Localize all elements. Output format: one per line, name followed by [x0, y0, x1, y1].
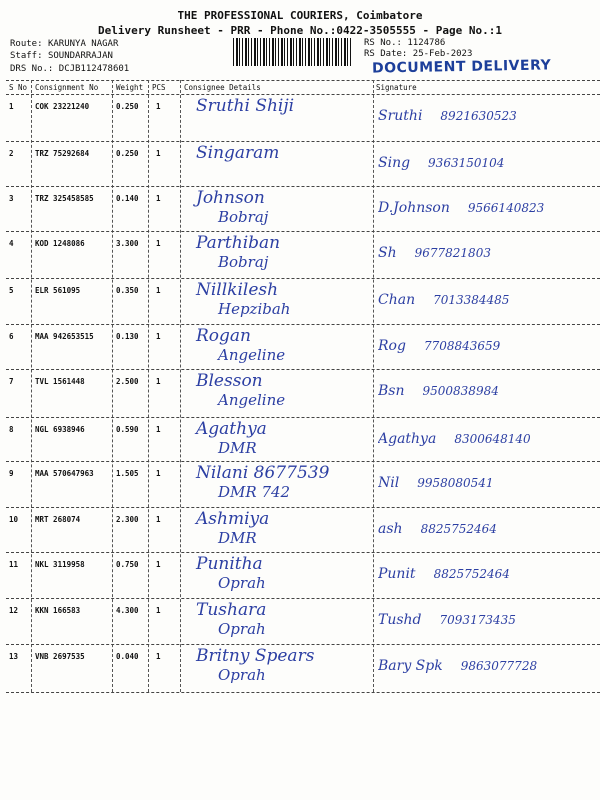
route-value: KARUNYA NAGAR [47, 39, 119, 49]
signature-scrawl: Rog [378, 338, 406, 354]
barcode [233, 38, 353, 66]
row-weight: 3.300 [116, 239, 139, 248]
col-header-consignment: Consignment No [35, 83, 99, 92]
signature-scrawl: ash [378, 521, 403, 537]
consignee-name: Agathya [196, 419, 267, 439]
route-line [10, 39, 118, 49]
row-weight: 0.140 [116, 194, 139, 203]
receiver-phone: 9363150104 [428, 156, 505, 170]
row-separator [6, 141, 600, 142]
header-bottom-rule [6, 94, 600, 95]
signature-entry [378, 612, 596, 628]
row-weight: 0.250 [116, 102, 139, 111]
row-consignment-no: TRZ 75292684 [35, 149, 90, 158]
receiver-phone: 8300648140 [454, 432, 531, 446]
signature-scrawl: Tushd [378, 612, 422, 628]
drs-line [10, 64, 129, 74]
row-separator [6, 461, 600, 462]
row-pcs: 1 [156, 606, 161, 615]
rs-no-line [364, 38, 445, 48]
rs-date-line [364, 49, 472, 59]
signature-scrawl: D.Johnson [378, 200, 450, 216]
row-pcs: 1 [156, 102, 161, 111]
signature-scrawl: Sh [378, 245, 397, 261]
row-separator [6, 324, 600, 325]
row-sno: 5 [9, 286, 14, 295]
staff-label: Staff: [10, 51, 43, 61]
row-consignment-no: KKN 166583 [35, 606, 81, 615]
row-separator [6, 186, 600, 187]
row-sno: 9 [9, 469, 14, 478]
row-consignment-no: MRT 268074 [35, 515, 81, 524]
receiver-phone: 9566140823 [467, 201, 545, 215]
row-consignment-no: MAA 942653515 [35, 332, 94, 341]
row-separator [6, 417, 600, 418]
signature-scrawl: Nil [378, 475, 400, 491]
signature-entry [378, 431, 596, 447]
row-weight: 2.500 [116, 377, 139, 386]
drs-label: DRS No.: [10, 64, 54, 74]
row-sno: 10 [9, 515, 19, 524]
row-consignment-no: TVL 1561448 [35, 377, 85, 386]
receiver-phone: 7093173435 [439, 613, 516, 627]
row-pcs: 1 [156, 425, 161, 434]
consignee-sub: Oprah [218, 666, 266, 684]
row-separator [6, 552, 600, 553]
consignee-sub: Angeline [218, 391, 286, 409]
receiver-phone: 8825752464 [420, 522, 497, 536]
row-weight: 2.300 [116, 515, 139, 524]
consignee-sub: DMR [218, 529, 257, 547]
table-top-rule [6, 80, 600, 81]
row-pcs: 1 [156, 377, 161, 386]
row-pcs: 1 [156, 239, 161, 248]
staff-line [10, 51, 113, 61]
row-consignment-no: VNB 2697535 [35, 652, 85, 661]
signature-entry [378, 155, 596, 171]
row-pcs: 1 [156, 286, 161, 295]
signature-entry [378, 566, 596, 582]
row-separator [6, 692, 600, 693]
row-separator [6, 507, 600, 508]
row-consignment-no: KOD 1248086 [35, 239, 85, 248]
row-sno: 8 [9, 425, 14, 434]
col-divider [112, 80, 113, 692]
consignee-name: Punitha [196, 554, 263, 574]
row-pcs: 1 [156, 515, 161, 524]
row-weight: 0.250 [116, 149, 139, 158]
rs-no-value: 1124786 [407, 38, 446, 48]
col-header-sno: S No [9, 83, 28, 92]
rs-date-value: 25-Feb-2023 [412, 49, 473, 59]
consignee-sub: Angeline [218, 346, 286, 364]
consignee-name: Johnson [196, 188, 265, 208]
row-sno: 3 [9, 194, 14, 203]
signature-scrawl: Agathya [378, 431, 437, 447]
row-weight: 0.350 [116, 286, 139, 295]
consignee-name: Tushara [196, 600, 267, 620]
row-weight: 4.300 [116, 606, 139, 615]
row-weight: 0.040 [116, 652, 139, 661]
consignee-name: Sruthi Shiji [196, 96, 295, 116]
receiver-phone: 9677821803 [414, 246, 491, 260]
signature-scrawl: Bsn [378, 383, 405, 399]
row-pcs: 1 [156, 469, 161, 478]
row-separator [6, 598, 600, 599]
row-consignment-no: COK 23221240 [35, 102, 90, 111]
row-pcs: 1 [156, 194, 161, 203]
consignee-name: Blesson [196, 371, 263, 391]
row-sno: 11 [9, 560, 19, 569]
consignee-name: Nilani 8677539 [196, 463, 330, 483]
company-title: THE PROFESSIONAL COURIERS, Coimbatore [177, 9, 423, 22]
consignee-sub: Bobraj [218, 253, 269, 271]
signature-entry [378, 658, 596, 674]
receiver-phone: 9500838984 [422, 384, 499, 398]
row-sno: 12 [9, 606, 19, 615]
signature-entry [378, 292, 596, 308]
runsheet-subtitle: Delivery Runsheet - PRR - Phone No.:0422-3505555 - Page No.:1 [98, 24, 502, 37]
row-pcs: 1 [156, 149, 161, 158]
col-divider [180, 80, 181, 692]
signature-scrawl: Sing [378, 155, 411, 171]
receiver-phone: 9863077728 [460, 659, 538, 673]
row-sno: 13 [9, 652, 19, 661]
signature-entry [378, 521, 596, 537]
receiver-phone: 9958080541 [417, 476, 494, 490]
receiver-phone: 8921630523 [440, 109, 517, 123]
row-separator [6, 644, 600, 645]
consignee-name: Rogan [196, 326, 252, 346]
signature-entry [378, 108, 596, 124]
signature-entry [378, 245, 596, 261]
consignee-name: Britny Spears [196, 646, 315, 666]
signature-scrawl: Punit [378, 566, 416, 582]
col-header-consignee: Consignee Details [184, 83, 261, 92]
col-header-pcs: PCS [152, 83, 166, 92]
row-sno: 6 [9, 332, 14, 341]
row-weight: 0.750 [116, 560, 139, 569]
row-separator [6, 231, 600, 232]
col-divider [373, 80, 374, 692]
row-separator [6, 369, 600, 370]
signature-scrawl: Chan [378, 292, 416, 308]
col-divider [31, 80, 32, 692]
signature-scrawl: Sruthi [378, 108, 423, 124]
rs-date-label: RS Date: [364, 49, 408, 59]
drs-value: DCJB112478601 [58, 64, 130, 74]
col-divider [148, 80, 149, 692]
receiver-phone: 7708843659 [423, 339, 501, 353]
document-delivery-stamp: DOCUMENT DELIVERY [371, 57, 552, 77]
row-consignment-no: TRZ 325458585 [35, 194, 94, 203]
signature-entry [378, 475, 596, 491]
col-header-signature: Signature [376, 83, 417, 92]
row-sno: 4 [9, 239, 14, 248]
consignee-name: Nillkilesh [196, 280, 279, 300]
row-consignment-no: NKL 3119958 [35, 560, 85, 569]
rs-no-label: RS No.: [364, 38, 402, 48]
row-pcs: 1 [156, 652, 161, 661]
consignee-sub: Oprah [218, 574, 266, 592]
row-separator [6, 278, 600, 279]
row-pcs: 1 [156, 560, 161, 569]
receiver-phone: 7013384485 [433, 293, 510, 307]
row-sno: 2 [9, 149, 14, 158]
signature-entry [378, 200, 596, 216]
row-consignment-no: MAA 570647963 [35, 469, 94, 478]
consignee-sub: DMR [218, 439, 257, 457]
row-weight: 1.505 [116, 469, 139, 478]
consignee-sub: DMR 742 [218, 483, 291, 501]
col-header-weight: Weight [116, 83, 144, 92]
consignee-name: Parthiban [196, 233, 281, 253]
consignee-sub: Hepzibah [218, 300, 291, 318]
signature-entry [378, 338, 596, 354]
signature-entry [378, 383, 596, 399]
staff-value: SOUNDARRAJAN [47, 51, 113, 61]
consignee-name: Singaram [196, 143, 280, 163]
receiver-phone: 8825752464 [433, 567, 510, 581]
row-weight: 0.130 [116, 332, 139, 341]
row-consignment-no: ELR 561095 [35, 286, 81, 295]
row-consignment-no: NGL 6938946 [35, 425, 85, 434]
consignee-name: Ashmiya [196, 509, 270, 529]
consignee-sub: Bobraj [218, 208, 269, 226]
row-sno: 7 [9, 377, 14, 386]
signature-scrawl: Bary Spk [378, 658, 443, 674]
row-sno: 1 [9, 102, 14, 111]
row-weight: 0.590 [116, 425, 139, 434]
row-pcs: 1 [156, 332, 161, 341]
consignee-sub: Oprah [218, 620, 266, 638]
route-label: Route: [10, 39, 43, 49]
